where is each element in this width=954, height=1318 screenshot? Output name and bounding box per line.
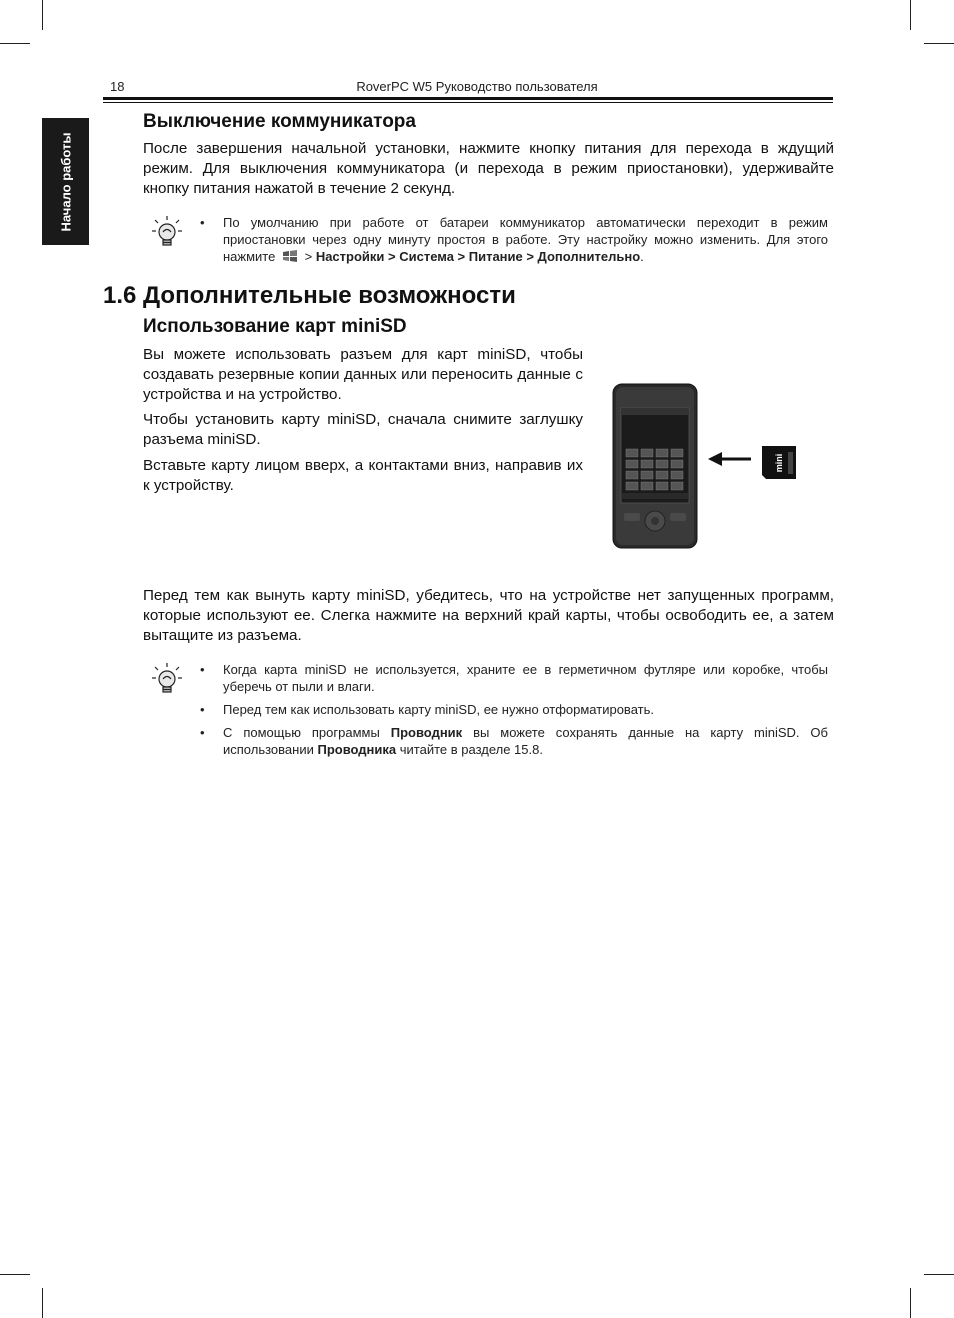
lightbulb-icon [150,662,184,696]
power-note-arrow: > [304,249,313,264]
minisd-notes [198,661,828,764]
power-note-item [198,214,828,265]
power-note [198,214,828,271]
power-note-text: По умолчанию при работе от батареи коммуникатор автоматически переходит в режим приостановки через одну минуту простоя в работе. Эту настройку можно изменить. Для этого нажмите [223,215,828,264]
power-off-paragraph: После завершения начальной установки, нажмите кнопку питания для перехода в ждущий режим. Для выключения коммуникатора (и перехода в режим приостановки), удерживайте кнопку питания нажатой в течение 2 секунд. [143,140,834,197]
minisd-paragraph-3: Вставьте карту лицом вверх, а контактами вниз, направив их к устройству. [143,457,583,494]
crop-mark [0,1274,30,1275]
lightbulb-icon [150,215,184,249]
minisd-note-item [198,724,828,758]
left-arrow-icon [708,451,752,467]
minisd-card-icon [760,444,798,481]
minisd-paragraph-4: Перед тем как вынуть карту miniSD, убедитесь, что на устройстве нет запущенных программ, которые используют ее. Слегка нажмите на верхний край карты, чтобы освободить ее, а затем вытащите из разъема. [143,587,834,644]
explorer-program-name: Проводник [390,725,463,740]
svg-text:mini: mini [774,453,784,473]
phone-illustration [612,383,698,549]
header-rule [103,97,833,100]
section-heading: 1.6 Дополнительные возможности [103,282,516,309]
note-text: читайте в разделе 15.8. [399,742,543,757]
windows-start-icon [282,249,298,263]
power-off-heading: Выключение коммуникатора [143,111,416,132]
page-number: 18 [110,79,125,94]
note-text: вы можете сохранять данные на карту miniSD. Об использовании [223,725,828,757]
crop-mark [924,1274,954,1275]
crop-mark [924,43,954,44]
minisd-paragraph-2: Чтобы установить карту miniSD, сначала снимите заглушку разъема miniSD. [143,411,583,448]
minisd-paragraph-1: Вы можете использовать разъем для карт miniSD, чтобы создавать резервные копии данных или переносить данные с устройства и на устройство. [143,346,583,403]
minisd-note-item: • Перед тем как использовать карту miniSD, ее нужно отформатировать. [198,701,828,718]
crop-mark [42,0,43,30]
power-note-end: . [640,249,644,264]
crop-mark [910,0,911,30]
crop-mark [0,43,30,44]
crop-mark [910,1288,911,1318]
power-note-settings-path: Настройки > Система > Питание > Дополнительно [315,249,641,264]
chapter-side-tab [42,118,89,245]
minisd-note-item: • Когда карта miniSD не используется, храните ее в герметичном футляре или коробке, чтобы уберечь от пыли и влаги. [198,661,828,695]
crop-mark [42,1288,43,1318]
header-rule-thin [103,102,833,103]
running-header-title: RoverPC W5 Руководство пользователя [356,79,598,94]
minisd-heading: Использование карт miniSD [143,316,407,337]
note-text: С помощью программы [223,725,380,740]
explorer-program-name: Проводника [317,742,397,757]
chapter-side-tab-label: Начало работы [58,132,73,231]
